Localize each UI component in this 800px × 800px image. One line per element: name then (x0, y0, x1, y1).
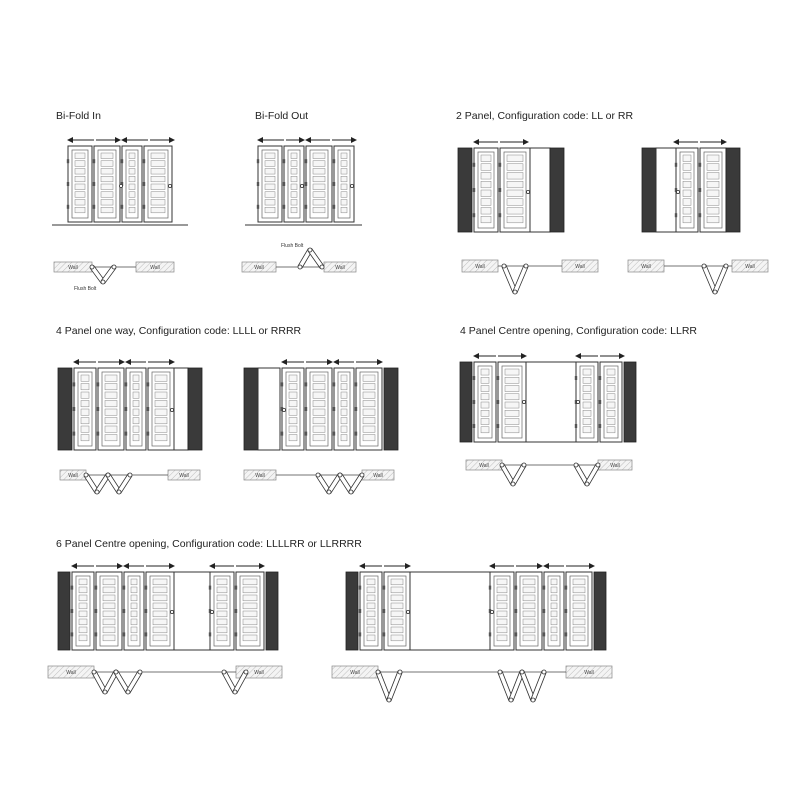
title-two-panel: 2 Panel, Configuration code: LL or RR (456, 110, 634, 122)
wall-label: Wall (66, 669, 76, 676)
door-panel (543, 572, 564, 650)
door-panel (123, 572, 144, 650)
elevation-four-one-way-a (58, 362, 202, 450)
plan-hinge (574, 463, 578, 467)
plan-six-centre-b (332, 666, 612, 702)
wall-section (562, 260, 598, 272)
door-opening (656, 148, 676, 232)
door-panel (499, 148, 530, 232)
plan-hinge (509, 698, 513, 702)
title-four-panel-centre: 4 Panel Centre opening, Configuration code: LLRR (460, 325, 697, 337)
wall-section (48, 666, 94, 678)
door-panel (235, 572, 264, 650)
elevation-six-centre-b (346, 566, 606, 650)
plan-hinge (502, 264, 506, 268)
frame-jamb (266, 572, 278, 650)
plan-hinge (320, 265, 324, 269)
wall-label: Wall (610, 462, 620, 469)
door-opening (530, 148, 550, 232)
wall-section (168, 470, 200, 480)
door-panel (93, 146, 120, 222)
plan-hinge (101, 280, 105, 284)
door-panel (305, 368, 332, 450)
wall-section (628, 260, 664, 272)
door-handle (526, 190, 529, 193)
frame-jamb (460, 362, 472, 442)
plan-hinge (349, 490, 353, 494)
door-panel (333, 146, 354, 222)
door-handle (168, 184, 171, 187)
title-six-panel-centre: 6 Panel Centre opening, Configuration code: LLLLRR or LLRRRR (56, 538, 362, 550)
wall-section (462, 260, 498, 272)
plan-hinge (498, 670, 502, 674)
door-opening (258, 368, 280, 450)
plan-folded-leaf (531, 671, 546, 701)
door-handle (170, 408, 173, 411)
door-panel (473, 362, 496, 442)
wall-section (362, 470, 394, 480)
door-handle (522, 400, 525, 403)
frame-jamb (384, 368, 398, 450)
plan-hinge (360, 473, 364, 477)
wall-label: Wall (254, 669, 264, 676)
wall-label: Wall (254, 264, 264, 271)
elevation-bifold-out (245, 140, 362, 225)
door-handle (406, 610, 409, 613)
flush-bolt-label: Flush Bolt (74, 286, 97, 292)
plan-hinge (724, 264, 728, 268)
frame-jamb (726, 148, 740, 232)
wall-section (566, 666, 612, 678)
frame-jamb (58, 368, 72, 450)
door-panel (125, 368, 146, 450)
plan-hinge (338, 473, 342, 477)
wall-label: Wall (584, 669, 594, 676)
title-bifold-in: Bi-Fold In (56, 110, 101, 122)
plan-hinge (84, 473, 88, 477)
door-panel (145, 572, 174, 650)
plan-hinge (513, 290, 517, 294)
wall-section (54, 262, 92, 272)
plan-hinge (327, 490, 331, 494)
door-panel (333, 368, 354, 450)
door-panel (67, 146, 92, 222)
plan-hinge (106, 473, 110, 477)
door-handle (300, 184, 303, 187)
plan-hinge (308, 248, 312, 252)
wall-label: Wall (350, 669, 360, 676)
elevation-six-centre-a (58, 566, 278, 650)
door-handle (170, 610, 173, 613)
frame-jamb (594, 572, 606, 650)
plan-hinge (114, 670, 118, 674)
plan-hinge (387, 698, 391, 702)
door-panel (359, 572, 382, 650)
plan-hinge (585, 482, 589, 486)
plan-hinge (90, 265, 94, 269)
door-opening (174, 368, 188, 450)
plan-hinge (500, 463, 504, 467)
door-handle (490, 610, 493, 613)
plan-hinge (298, 265, 302, 269)
door-panel (73, 368, 96, 450)
plan-hinge (128, 473, 132, 477)
wall-label: Wall (335, 264, 345, 271)
door-panel (497, 362, 526, 442)
plan-folded-leaf (513, 265, 528, 293)
elevation-two-panel-a (458, 142, 564, 232)
elevation-four-centre (460, 356, 636, 442)
door-handle (350, 184, 353, 187)
plan-hinge (222, 670, 226, 674)
door-panel (699, 148, 726, 232)
door-opening (410, 572, 490, 650)
wall-section (60, 470, 86, 480)
plan-hinge (398, 670, 402, 674)
plan-hinge (103, 690, 107, 694)
wall-label: Wall (68, 472, 78, 479)
wall-section (598, 460, 632, 470)
plan-hinge (117, 490, 121, 494)
plan-hinge (702, 264, 706, 268)
door-panel (143, 146, 172, 222)
elevation-bifold-in (52, 140, 188, 225)
plan-hinge (520, 670, 524, 674)
wall-label: Wall (641, 263, 651, 270)
wall-label: Wall (745, 263, 755, 270)
wall-section (732, 260, 768, 272)
plan-hinge (95, 490, 99, 494)
door-panel (121, 146, 142, 222)
door-panel (515, 572, 542, 650)
wall-label: Wall (373, 472, 383, 479)
plan-hinge (531, 698, 535, 702)
title-four-panel-one-way: 4 Panel one way, Configuration code: LLLL or RRRR (56, 325, 302, 337)
door-opening (174, 572, 210, 650)
door-panel (675, 148, 698, 232)
wall-section (332, 666, 378, 678)
wall-label: Wall (479, 462, 489, 469)
frame-jamb (58, 572, 70, 650)
title-bifold-out: Bi-Fold Out (255, 110, 309, 122)
door-handle (210, 610, 213, 613)
plan-hinge (316, 473, 320, 477)
door-panel (71, 572, 94, 650)
plan-hinge (522, 463, 526, 467)
plan-six-centre-a (48, 666, 282, 694)
plan-folded-leaf (713, 265, 728, 293)
wall-label: Wall (68, 264, 78, 271)
door-panel (383, 572, 410, 650)
door-panel (283, 146, 304, 222)
door-panel (473, 148, 498, 232)
plan-hinge (92, 670, 96, 674)
flush-bolt-label: Flush Bolt (281, 243, 304, 249)
door-handle (282, 408, 285, 411)
wall-section (242, 262, 276, 272)
elevation-two-panel-b (642, 142, 740, 232)
wall-label: Wall (150, 264, 160, 271)
door-handle (119, 184, 122, 187)
wall-section (324, 262, 356, 272)
wall-label: Wall (575, 263, 585, 270)
frame-jamb (642, 148, 656, 232)
plan-hinge (138, 670, 142, 674)
wall-section (244, 470, 276, 480)
frame-jamb (346, 572, 358, 650)
door-panel (97, 368, 124, 450)
plan-hinge (376, 670, 380, 674)
wall-section (466, 460, 502, 470)
plan-bifold-in (54, 262, 174, 292)
door-panel (257, 146, 282, 222)
wall-label: Wall (179, 472, 189, 479)
plan-four-one-way-a (60, 470, 200, 494)
plan-hinge (233, 690, 237, 694)
frame-jamb (188, 368, 202, 450)
door-opening (526, 362, 576, 442)
plan-four-centre (466, 460, 632, 486)
plan-hinge (542, 670, 546, 674)
frame-jamb (624, 362, 636, 442)
plan-hinge (511, 482, 515, 486)
plan-hinge (112, 265, 116, 269)
plan-hinge (596, 463, 600, 467)
plan-folded-leaf (387, 671, 402, 701)
plan-two-panel-a (462, 260, 598, 294)
door-handle (576, 400, 579, 403)
door-panel (355, 368, 382, 450)
door-handle (676, 190, 679, 193)
plan-two-panel-b (628, 260, 768, 294)
door-panel (599, 362, 622, 442)
plan-four-one-way-b (244, 470, 394, 494)
wall-section (136, 262, 174, 272)
plan-hinge (126, 690, 130, 694)
door-panel (95, 572, 122, 650)
plan-hinge (244, 670, 248, 674)
door-panel (305, 146, 332, 222)
plan-bifold-out (242, 243, 356, 272)
wall-label: Wall (475, 263, 485, 270)
frame-jamb (244, 368, 258, 450)
wall-label: Wall (255, 472, 265, 479)
elevation-four-one-way-b (244, 362, 398, 450)
door-panel (565, 572, 592, 650)
plan-hinge (713, 290, 717, 294)
frame-jamb (550, 148, 564, 232)
frame-jamb (458, 148, 472, 232)
plan-hinge (524, 264, 528, 268)
door-panel (147, 368, 174, 450)
